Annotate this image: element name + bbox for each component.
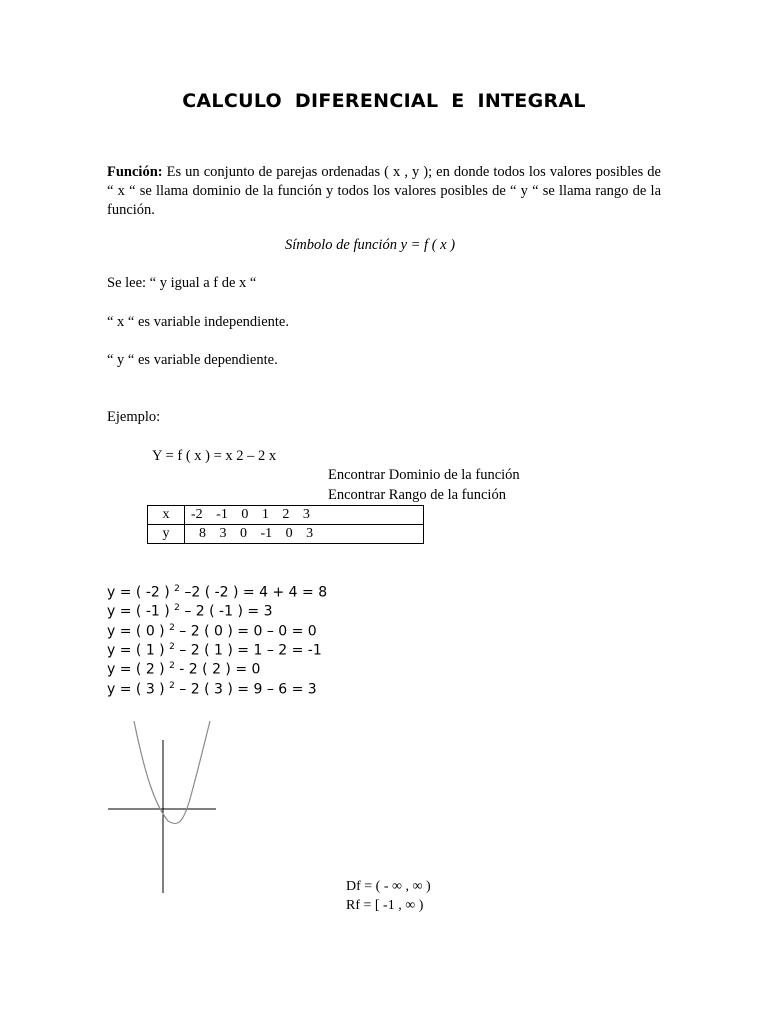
y-value: 3	[306, 526, 314, 541]
table-row	[148, 525, 424, 544]
calculation-line: y = ( -1 ) $^2$ – 2 ( -1 ) = 3	[107, 603, 273, 620]
x-value: -1	[216, 507, 228, 522]
example-function: Y = f ( x ) = x 2 – 2 x	[152, 448, 277, 464]
x-value: 2	[282, 507, 290, 522]
x-value: -2	[191, 507, 203, 522]
y-value: 3	[219, 526, 227, 541]
range-result: Rf = [ -1 , ∞ )	[346, 898, 424, 913]
parabola-sketch	[100, 715, 230, 900]
example-label: Ejemplo:	[107, 409, 161, 425]
values-table	[147, 505, 424, 544]
y-value: 0	[285, 526, 293, 541]
x-value: 3	[302, 507, 310, 522]
parabola-curve	[134, 721, 210, 823]
x-header-cell: x	[148, 506, 185, 525]
calculation-line: y = ( 0 ) $^2$ – 2 ( 0 ) = 0 – 0 = 0	[107, 623, 317, 640]
calculation-line: y = ( 3 ) $^2$ – 2 ( 3 ) = 9 – 6 = 3	[107, 681, 317, 698]
x-value: 1	[261, 507, 269, 522]
table-row	[148, 506, 424, 525]
task-find-range: Encontrar Rango de la función	[328, 487, 506, 503]
calculation-line: y = ( 1 ) $^2$ – 2 ( 1 ) = 1 – 2 = -1	[107, 642, 322, 659]
document-title: CALCULO DIFERENCIAL E INTEGRAL	[182, 90, 586, 112]
x-values-cell	[185, 506, 424, 525]
calculation-line: y = ( -2 ) $^2$ –2 ( -2 ) = 4 + 4 = 8	[107, 584, 328, 601]
reads-line: Se lee: “ y igual a f de x “	[107, 275, 257, 291]
calculation-line: y = ( 2 ) $^2$ - 2 ( 2 ) = 0	[107, 661, 261, 678]
y-value: 0	[240, 526, 247, 541]
y-header-cell: y	[148, 525, 185, 544]
task-find-domain: Encontrar Dominio de la función	[328, 467, 520, 483]
y-value: -1	[260, 526, 273, 541]
definition-text: Es un conjunto de parejas ordenadas ( x , y ); en donde todos los valores posibles de “ x “ se llama dominio de la función y todos los valores posibles de “ y “ se llama rango de la función.	[107, 164, 661, 218]
x-value: 0	[241, 507, 249, 522]
y-value: 8	[199, 526, 206, 541]
function-symbol-line: Símbolo de función y = f ( x )	[285, 237, 456, 253]
definition-term: Función:	[107, 164, 163, 180]
domain-result: Df = ( - ∞ , ∞ )	[346, 879, 431, 894]
y-values-cell	[185, 525, 424, 544]
independent-variable-line: “ x “ es variable independiente.	[107, 314, 289, 330]
dependent-variable-line: “ y “ es variable dependiente.	[107, 352, 278, 368]
function-definition	[107, 163, 661, 220]
